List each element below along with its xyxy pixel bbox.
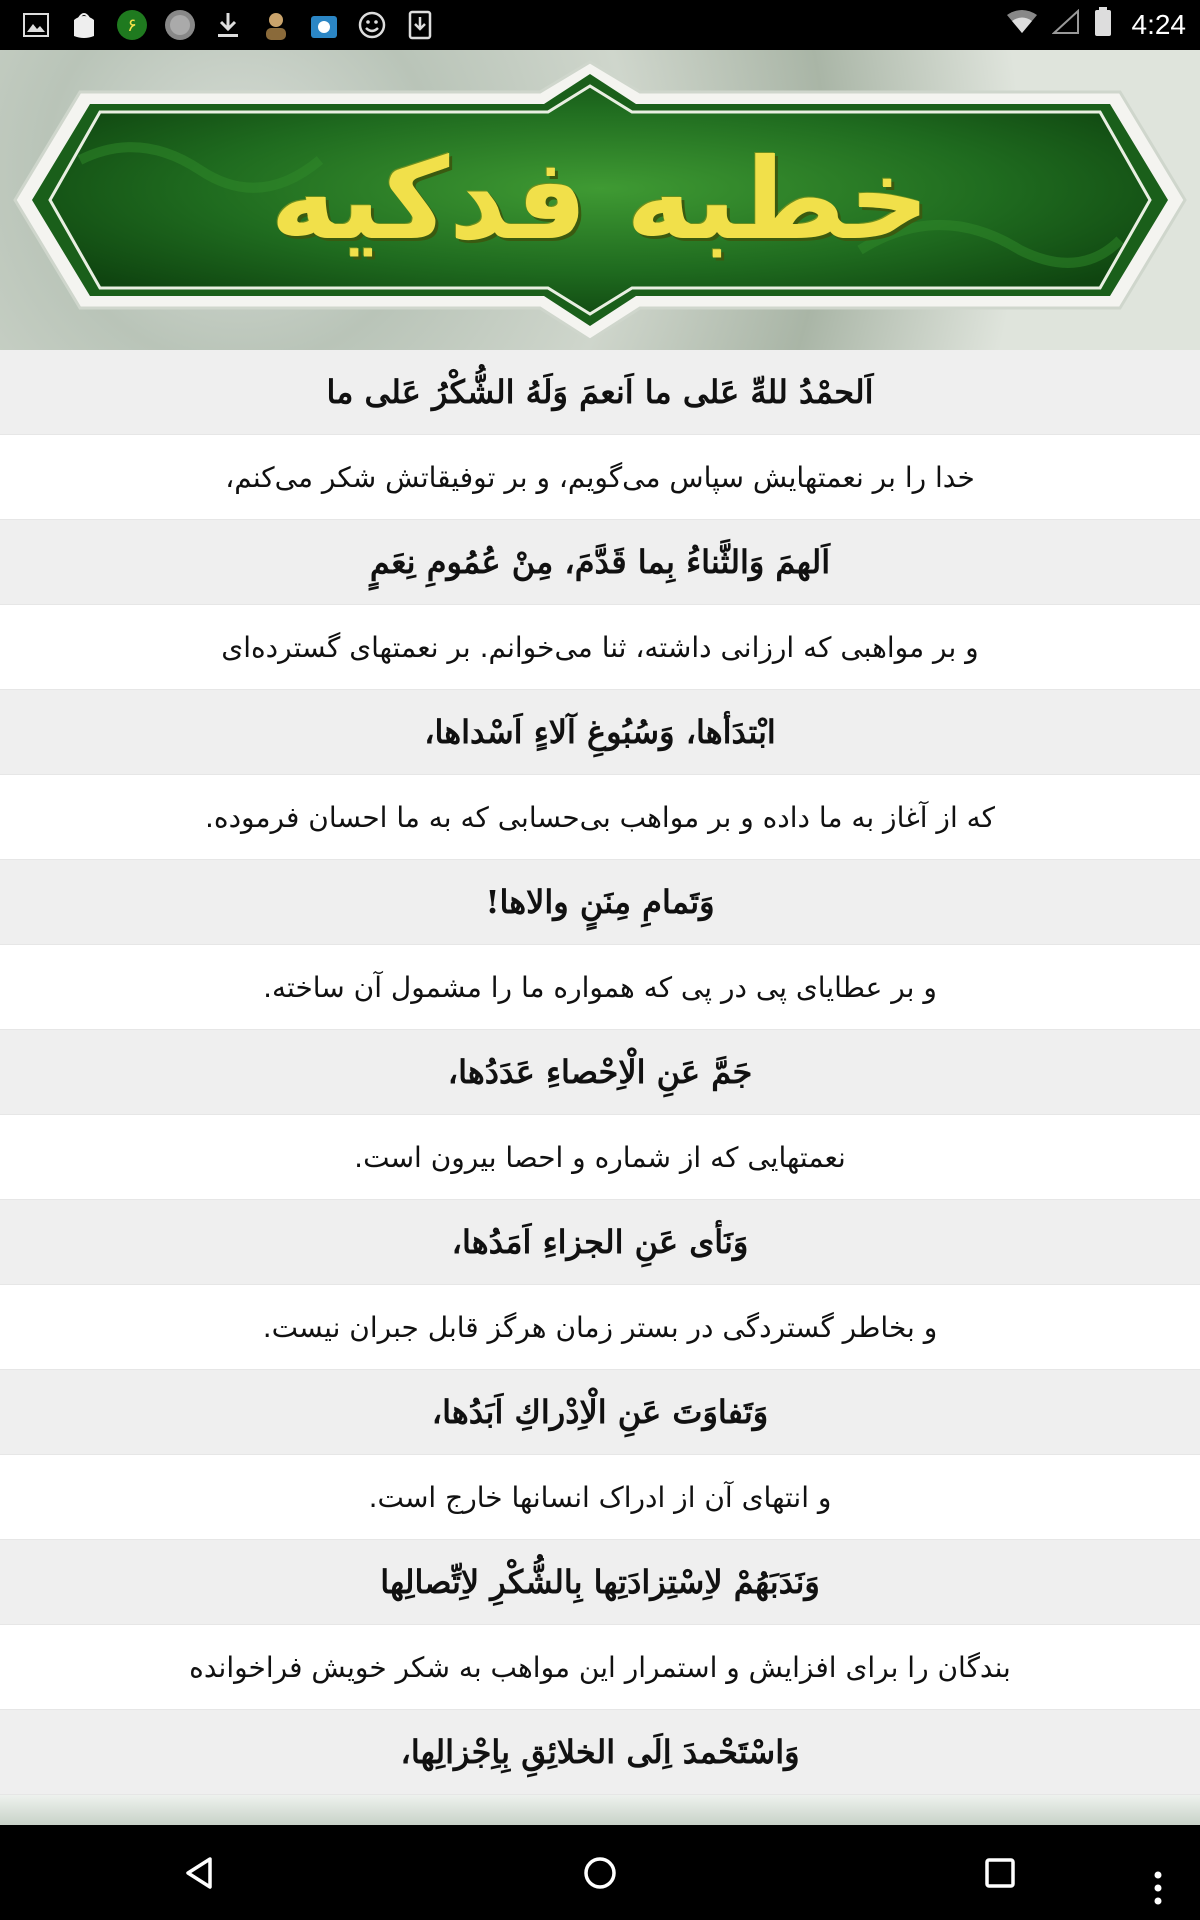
navigation-bar [0, 1825, 1200, 1920]
translation-line-3: که از آغاز به ما داده و بر مواهب بی‌حسابی که به ما احسان فرموده. [0, 775, 1200, 860]
header-banner [0, 50, 1200, 350]
wifi-icon [1006, 9, 1038, 42]
overflow-menu-icon [1152, 1870, 1164, 1906]
overflow-menu-button[interactable] [1152, 1870, 1164, 1910]
arabic-line-4: وَتَمامِ مِنَنٍ والاها! [0, 860, 1200, 945]
arabic-line-9: وَاسْتَحْمدَ اِلَی الخلائِقِ بِاِجْزالِها، [0, 1710, 1200, 1795]
arabic-line-8: وَنَدَبَهُمْ لاِسْتِزادَتِها بِالشُّكْرِ لاِتِّصالِها [0, 1540, 1200, 1625]
download-box-icon [404, 9, 436, 41]
system-status [1006, 7, 1187, 44]
store-icon [308, 9, 340, 41]
recents-button[interactable] [955, 1828, 1045, 1918]
battery-icon [1094, 7, 1112, 44]
notification-icons [20, 9, 436, 41]
app-title: خطبه فدکیه [270, 135, 930, 265]
translation-line-5: نعمتهایی که از شماره و احصا بیرون است. [0, 1115, 1200, 1200]
arabic-line-2: اَلهمَ وَالثَّناءُ بِما قَدَّمَ، مِنْ عُمُومِ نِعَمٍ [0, 520, 1200, 605]
bag-icon [68, 9, 100, 41]
translation-line-4: و بر عطایای پی در پی که همواره ما را مشمول آن ساخته. [0, 945, 1200, 1030]
svg-text:۶: ۶ [127, 15, 137, 36]
translation-line-7: و انتهای آن از ادراک انسانها خارج است. [0, 1455, 1200, 1540]
list-bottom-edge [0, 1795, 1200, 1825]
back-icon [180, 1853, 220, 1893]
gallery-icon [20, 9, 52, 41]
arabic-line-5: جَمَّ عَنِ الْاِحْصاءِ عَدَدُها، [0, 1030, 1200, 1115]
arabic-line-7: وَتَفاوَتَ عَنِ الْاِدْراكِ اَبَدُها، [0, 1370, 1200, 1455]
arabic-line-1: اَلحمْدُ للهِّ عَلی ما اَنعمَ وَلَهُ الشُّكْرُ عَلی ما [0, 350, 1200, 435]
translation-line-2: و بر مواهبی که ارزانی داشته، ثنا می‌خوانم. بر نعمتهای گسترده‌ای [0, 605, 1200, 690]
smiley-icon [356, 9, 388, 41]
status-bar [0, 0, 1200, 50]
translation-line-1: خدا را بر نعمتهایش سپاس می‌گویم، و بر توفیقاتش شکر می‌کنم، [0, 435, 1200, 520]
sermon-text-list[interactable] [0, 350, 1200, 1795]
home-button[interactable] [555, 1828, 645, 1918]
arabic-line-6: وَنَأی عَنِ الجزاءِ اَمَدُها، [0, 1200, 1200, 1285]
signal-icon [1052, 9, 1080, 42]
home-icon [580, 1853, 620, 1893]
translation-line-6: و بخاطر گستردگی در بستر زمان هرگز قابل جبران نیست. [0, 1285, 1200, 1370]
recents-icon [980, 1853, 1020, 1893]
translation-line-8: بندگان را برای افزایش و استمرار این مواهب به شکر خویش فراخوانده [0, 1625, 1200, 1710]
badge-6-icon [116, 9, 148, 41]
back-button[interactable] [155, 1828, 245, 1918]
avatar-icon [260, 9, 292, 41]
app-logo-icon [164, 9, 196, 41]
download-icon [212, 9, 244, 41]
clock: 4:24 [1131, 9, 1186, 40]
arabic-line-3: ابْتدَأها، وَسُبُوغِ آلاءٍ اَسْداها، [0, 690, 1200, 775]
